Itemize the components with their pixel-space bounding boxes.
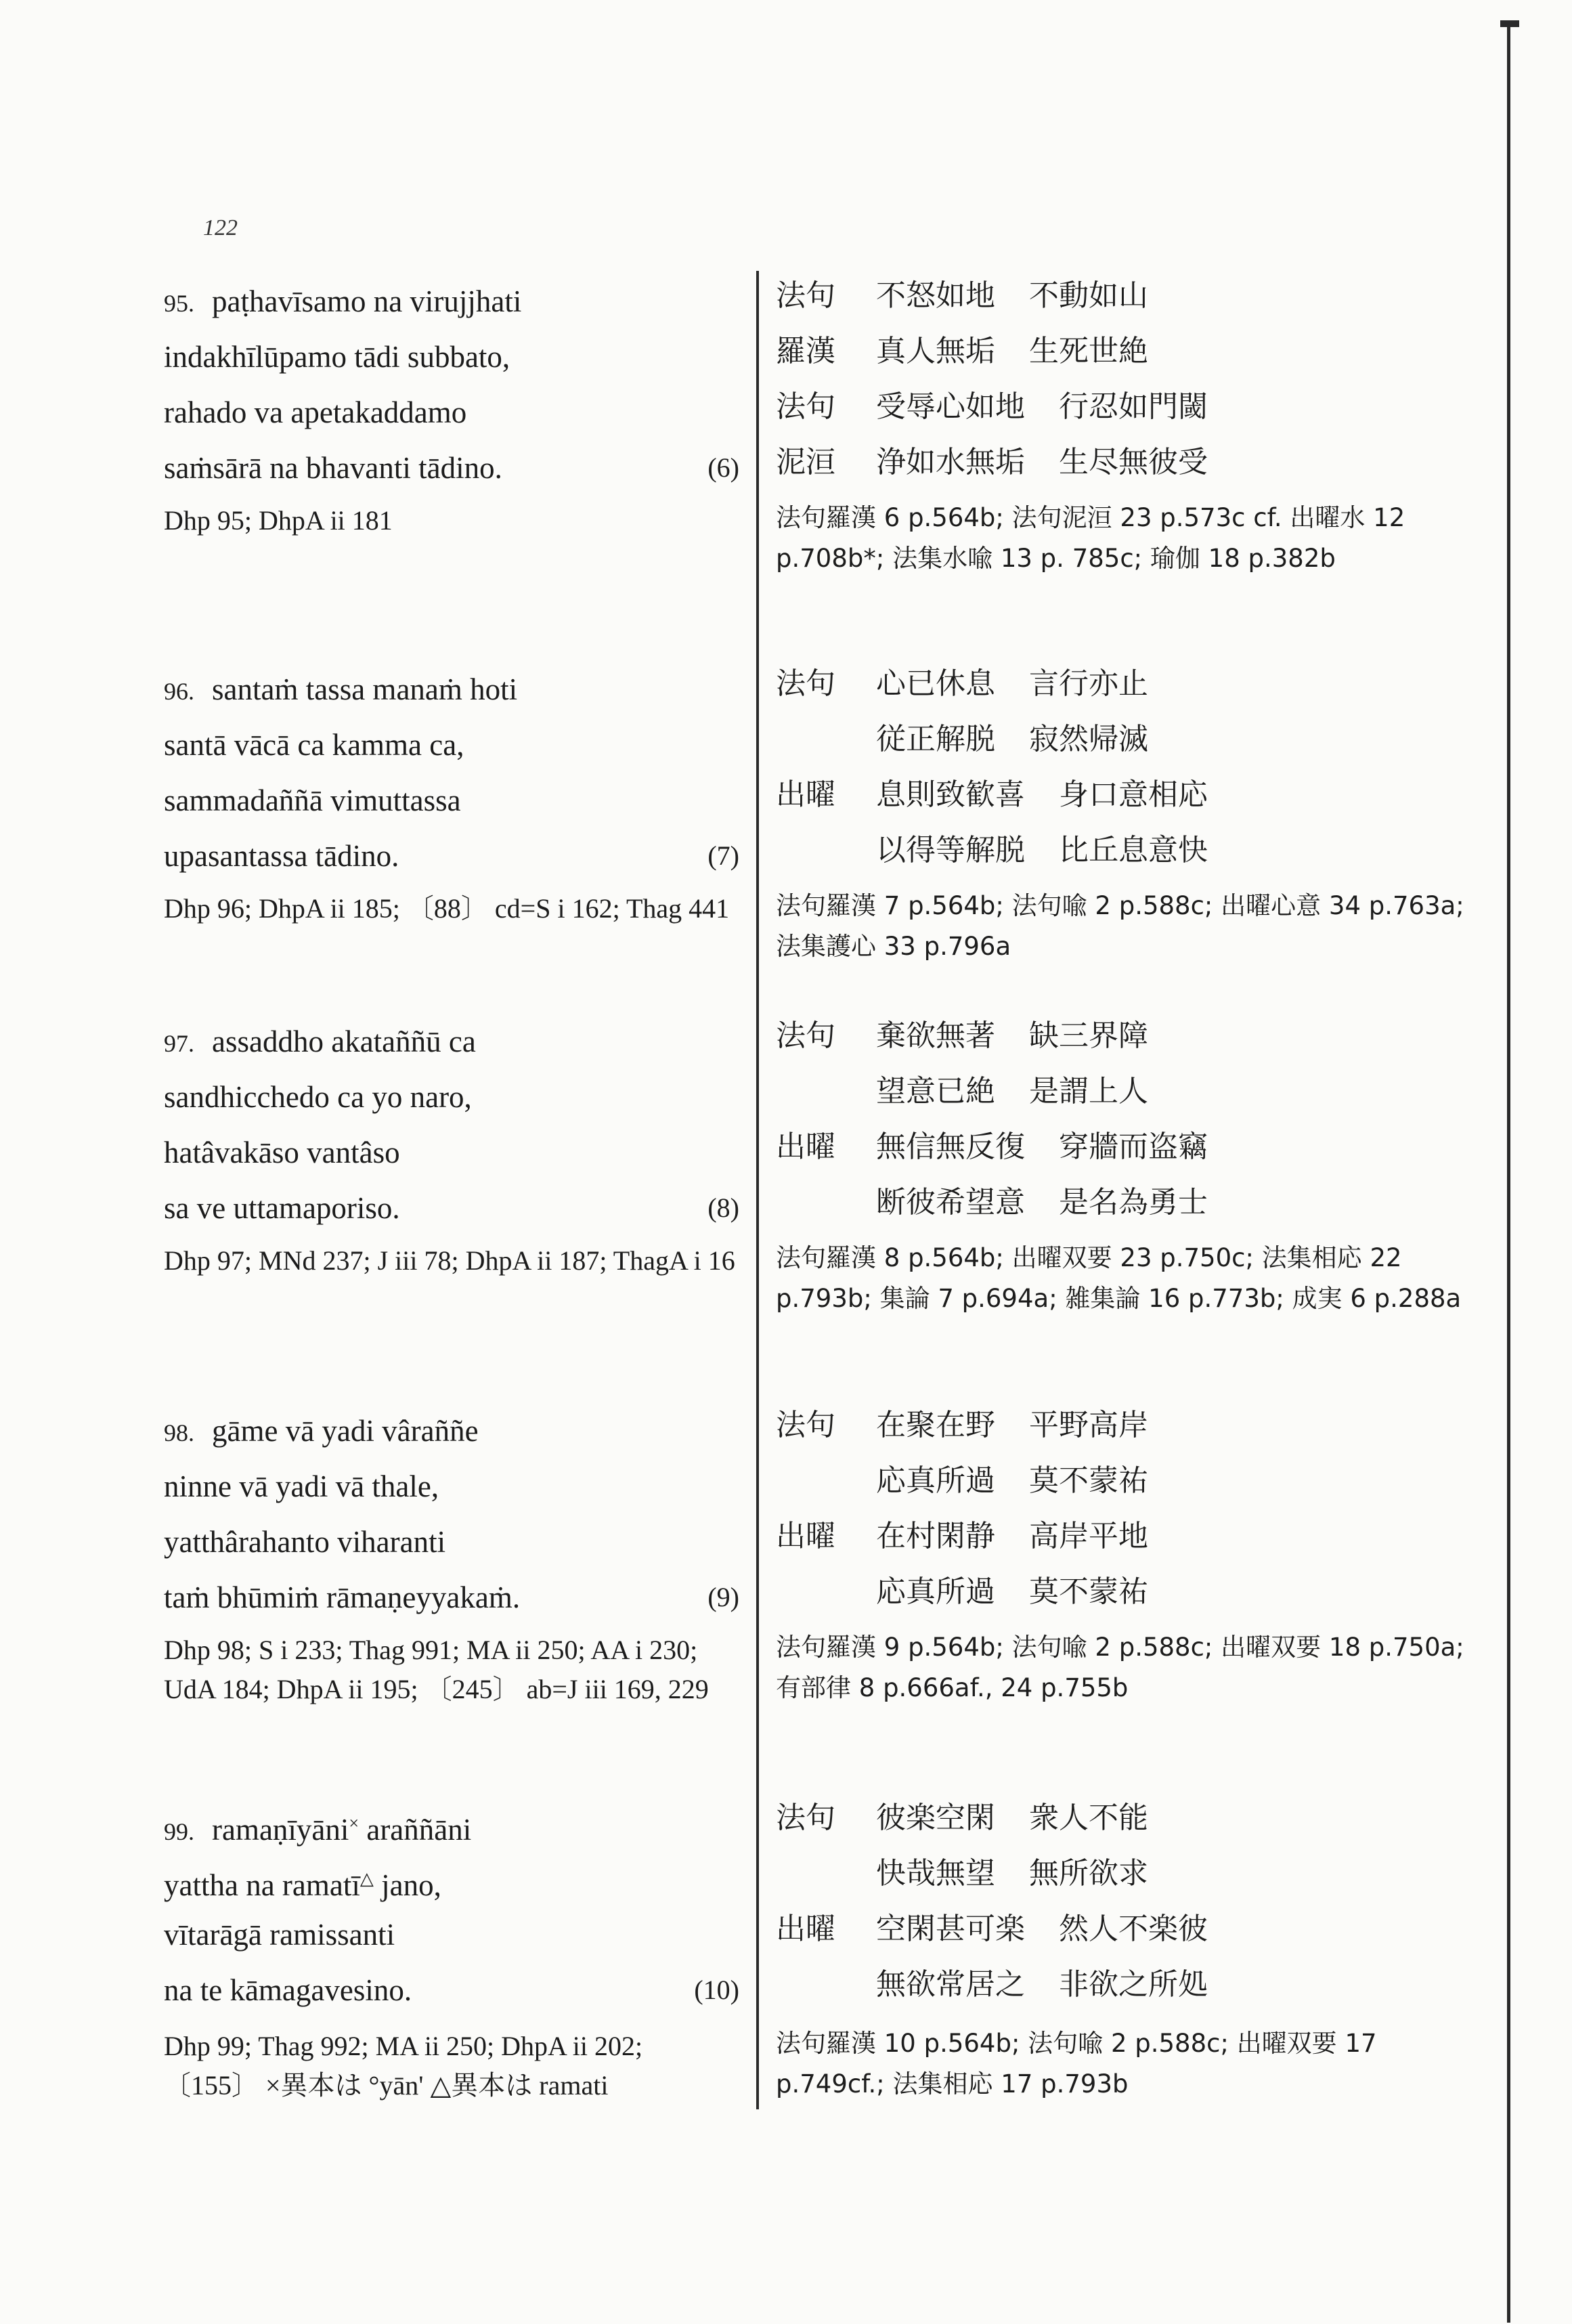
- chinese-parallel-line: 応真所過 莫不蒙祐: [876, 1463, 1148, 1498]
- pali-reference: Dhp 99; Thag 992; MA ii 250; DhpA ii 202; 〔155〕 ×異本は °yān' △異本は ramati: [164, 2031, 643, 2101]
- chinese-parallel-line: 断彼希望意 是名為勇士: [876, 1185, 1208, 1220]
- pali-line: na te kāmagavesino. (10): [164, 1970, 739, 2010]
- pali-line: taṁ bhūmiṁ rāmaṇeyyakaṁ. (9): [164, 1577, 739, 1618]
- pali-line: 96. santaṁ tassa manaṁ hoti: [164, 672, 518, 706]
- pali-line: 98. gāme vā yadi vâraññe: [164, 1414, 479, 1448]
- verse-count: (10): [694, 1975, 739, 2005]
- pali-line: rahado va apetakaddamo: [164, 395, 467, 429]
- chinese-reference: 法句羅漢 7 p.564b; 法句喩 2 p.588c; 出曜心意 34 p.763a; 法集護心 33 p.796a: [776, 891, 1464, 961]
- pali-line: 95. paṭhavīsamo na virujjhati: [164, 284, 522, 318]
- chinese-parallel-line: 法句 在聚在野 平野高岸: [776, 1408, 1148, 1442]
- verse-count: (8): [707, 1192, 739, 1223]
- chinese-parallel-line: 羅漢 真人無垢 生死世絶: [776, 334, 1148, 368]
- chinese-parallel-line: 出曜 無信無反復 穿牆而盗竊: [776, 1129, 1208, 1164]
- pali-reference: Dhp 97; MNd 237; J iii 78; DhpA ii 187; ThagA i 16: [164, 1245, 735, 1276]
- pali-line: sandhicchedo ca yo naro,: [164, 1080, 472, 1114]
- page-edge-tick: [1500, 20, 1519, 27]
- verse-number: 97.: [164, 1030, 194, 1057]
- chinese-parallel-line: 出曜 息則致歓喜 身口意相応: [776, 777, 1208, 812]
- pali-line: hatâvakāso vantâso: [164, 1136, 400, 1169]
- chinese-parallel-line: 法句 彼楽空閑 衆人不能: [776, 1801, 1148, 1835]
- pali-line: ninne vā yadi vā thale,: [164, 1469, 439, 1503]
- chinese-parallel-line: 出曜 空閑甚可楽 然人不楽彼: [776, 1912, 1208, 1946]
- pali-line: sammadaññā vimuttassa: [164, 783, 461, 817]
- chinese-parallel-line: 泥洹 浄如水無垢 生尽無彼受: [776, 445, 1208, 479]
- chinese-parallel-line: 応真所過 莫不蒙祐: [876, 1574, 1148, 1609]
- chinese-parallel-line: 法句 受辱心如地 行忍如門閾: [776, 389, 1208, 424]
- chinese-parallel-line: 快哉無望 無所欲求: [876, 1856, 1148, 1891]
- page-edge-line: [1507, 20, 1510, 2323]
- pali-line: sa ve uttamaporiso. (8): [164, 1188, 739, 1228]
- chinese-reference: 法句羅漢 10 p.564b; 法句喩 2 p.588c; 出曜双要 17 p.749cf.; 法集相応 17 p.793b: [776, 2029, 1377, 2099]
- pali-line: santā vācā ca kamma ca,: [164, 728, 464, 762]
- pali-line: upasantassa tādino. (7): [164, 836, 739, 876]
- column-divider: [756, 271, 759, 2109]
- pali-line: vītarāgā ramissanti: [164, 1918, 395, 1952]
- pali-line: yattha na ramatī△ jano,: [164, 1868, 441, 1902]
- chinese-reference: 法句羅漢 8 p.564b; 出曜双要 23 p.750c; 法集相応 22 p.793b; 集論 7 p.694a; 雑集論 16 p.773b; 成実 6 p.288a: [776, 1243, 1462, 1313]
- pali-line: 97. assaddho akataññū ca: [164, 1025, 476, 1058]
- chinese-parallel-line: 従正解脱 寂然帰滅: [876, 722, 1148, 756]
- verse-number: 95.: [164, 290, 194, 317]
- pali-line: 99. ramaṇīyāni× araññāni: [164, 1813, 472, 1847]
- verse-number: 96.: [164, 678, 194, 705]
- chinese-parallel-line: 無欲常居之 非欲之所処: [876, 1967, 1208, 2002]
- chinese-parallel-line: 以得等解脱 比丘息意快: [876, 833, 1208, 867]
- chinese-reference: 法句羅漢 9 p.564b; 法句喩 2 p.588c; 出曜双要 18 p.750a; 有部律 8 p.666af., 24 p.755b: [776, 1633, 1464, 1702]
- pali-reference: Dhp 95; DhpA ii 181: [164, 505, 393, 536]
- verse-count: (9): [707, 1582, 739, 1612]
- chinese-parallel-line: 望意已絶 是謂上人: [876, 1074, 1148, 1109]
- verse-number: 98.: [164, 1419, 194, 1446]
- verse-count: (6): [707, 452, 739, 483]
- pali-line: yatthârahanto viharanti: [164, 1525, 446, 1559]
- pali-reference: Dhp 96; DhpA ii 185; 〔88〕 cd=S i 162; Thag 441: [164, 893, 730, 924]
- pali-line: indakhīlūpamo tādi subbato,: [164, 340, 510, 374]
- chinese-parallel-line: 法句 不怒如地 不動如山: [776, 278, 1148, 313]
- pali-line: saṁsārā na bhavanti tādino. (6): [164, 448, 739, 488]
- verse-number: 99.: [164, 1818, 194, 1845]
- chinese-parallel-line: 出曜 在村閑静 高岸平地: [776, 1519, 1148, 1553]
- verse-count: (7): [707, 840, 739, 871]
- pali-reference: Dhp 98; S i 233; Thag 991; MA ii 250; AA i 230; UdA 184; DhpA ii 195; 〔245〕 ab=J iii 169, 229: [164, 1635, 709, 1704]
- chinese-parallel-line: 法句 棄欲無著 缺三界障: [776, 1018, 1148, 1053]
- chinese-reference: 法句羅漢 6 p.564b; 法句泥洹 23 p.573c cf. 出曜水 12 p.708b*; 法集水喩 13 p. 785c; 瑜伽 18 p.382b: [776, 503, 1405, 573]
- chinese-parallel-line: 法句 心已休息 言行亦止: [776, 666, 1148, 701]
- page-number: 122: [203, 215, 238, 240]
